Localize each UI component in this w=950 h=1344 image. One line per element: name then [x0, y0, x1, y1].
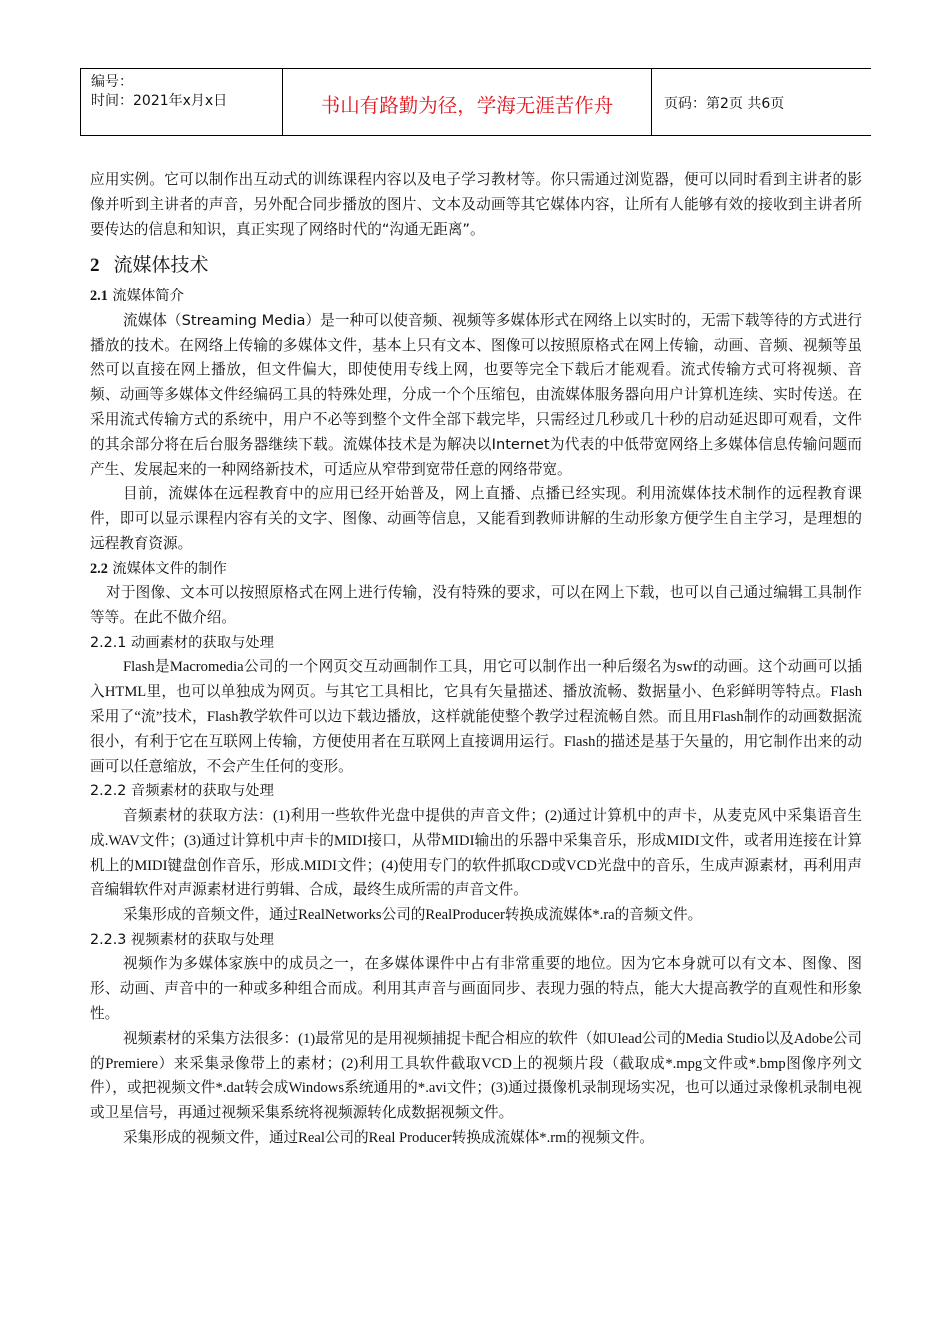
- section-2-2-3-paragraph-2: 视频素材的采集方法很多：(1)最常见的是用视频捕捉卡配合相应的软件（如Ulead公司的Media Studio以及Adobe公司的Premiere）来采集录像带上的素材；(2)利用工具软件截取VCD上的视频片段（截取成*.mpg文件或*.bmp图像序列文件），或把视频文件*.dat转会成Windows系统通用的*.avi文件；(3)通过摄像机录制现场实况，也可以通过录像机录制电视或卫星信号，再通过视频采集系统将视频源转化成数据视频文件。: [90, 1030, 862, 1122]
- section-2-2-3-paragraph-1: 视频作为多媒体家族中的成员之一，在多媒体课件中占有非常重要的地位。因为它本身就可以有文本、图像、图形、动画、声音中的一种或多种组合而成。利用其声音与画面同步、表现力强的特点，能大大提高教学的直观性和形象性。: [90, 955, 862, 1023]
- section-2-2-title: 流媒体文件的制作: [112, 560, 227, 577]
- section-2-heading: [90, 251, 862, 280]
- document-number-label: 编号：: [91, 74, 133, 90]
- section-2-1-title: 流媒体简介: [112, 288, 184, 305]
- section-2-2-2-paragraph-1: 音频素材的获取方法：(1)利用一些软件光盘中提供的声音文件；(2)通过计算机中的声卡，从麦克风中采集语音生成.WAV文件；(3)通过计算机中声卡的MIDI接口，从带MIDI输出的乐器中采集音乐，形成MIDI文件，或者用连接在计算机上的MIDI键盘创作音乐，形成.MIDI文件；(4)使用专门的软件抓取CD或VCD光盘中的音乐，生成声源素材，再利用声音编辑软件对声源素材进行剪辑、合成，最终生成所需的声音文件。: [90, 807, 862, 899]
- section-2-1-paragraph-1: 流媒体（Streaming Media）是一种可以使音频、视频等多媒体形式在网络上以实时的，无需下载等待的方式进行播放的技术。在网络上传输的多媒体文件，基本上只有文本、图像可以按照原格式在网上传输，动画、音频、视频等虽然可以直接在网上播放，但文件偏大，即使使用专线上网，也要等完全下载后才能观看。流式传输方式可将视频、音频、动画等多媒体文件经编码工具的特殊处理，分成一个个压缩包，由流媒体服务器向用户计算机连续、实时传送。在采用流式传输方式的系统中，用户不必等到整个文件全部下载完毕，只需经过几秒或几十秒的启动延迟即可观看，文件的其余部分将在后台服务器继续下载。流媒体技术是为解决以Internet为代表的中低带宽网络上多媒体信息传输问题而产生、发展起来的一种网络新技术，可适应从窄带到宽带任意的网络带宽。: [90, 311, 862, 478]
- document-body: [90, 168, 862, 1151]
- header-motto-cell: [283, 69, 652, 135]
- section-2-number: 2: [90, 255, 100, 277]
- section-2-2-paragraph-1: 对于图像、文本可以按照原格式在网上进行传输，没有特殊的要求，可以在网上下载，也可以自己通过编辑工具制作等等。在此不做介绍。: [90, 584, 862, 627]
- section-2-1-paragraph-2: 目前，流媒体在远程教育中的应用已经开始普及，网上直播、点播已经实现。利用流媒体技术制作的远程教育课件，即可以显示课程内容有关的文字、图像、动画等信息，又能看到教师讲解的生动形象方便学生自主学习，是理想的远程教育资源。: [90, 485, 862, 553]
- page-header: [80, 68, 871, 136]
- document-date-label: 时间：2021年x月x日: [91, 93, 228, 109]
- section-2-2-1-paragraph-1: Flash是Macromedia公司的一个网页交互动画制作工具，用它可以制作出一种后缀名为swf的动画。这个动画可以插入HTML里，也可以单独成为网页。与其它工具相比，它具有矢量描述、播放流畅、数据量小、色彩鲜明等特点。Flash采用了“流”技术，Flash教学软件可以边下载边播放，这样就能使整个教学过程流畅自然。而且用Flash制作的动画数据流很小，有利于它在互联网上传输，方便使用者在互联网上直接调用运行。Flash的描述是基于矢量的，用它制作出来的动画可以任意缩放，不会产生任何的变形。: [90, 659, 862, 775]
- section-2-1-heading: [90, 284, 862, 309]
- header-meta-cell: [81, 69, 283, 135]
- section-2-2-1-heading: 2.2.1 动画素材的获取与处理: [90, 634, 274, 651]
- section-2-title: 流媒体技术: [113, 254, 209, 277]
- section-2-2-heading: [90, 557, 862, 582]
- section-2-2-number: 2.2: [90, 560, 108, 577]
- section-2-2-3-heading: 2.2.3 视频素材的获取与处理: [90, 931, 274, 948]
- section-2-2-2-paragraph-2: 采集形成的音频文件，通过RealNetworks公司的RealProducer转换成流媒体*.ra的音频文件。: [123, 907, 703, 924]
- page-number-info: 页码：第2页 共6页: [664, 96, 785, 112]
- section-2-2-3-paragraph-3: 采集形成的视频文件，通过Real公司的Real Producer转换成流媒体*.rm的视频文件。: [123, 1130, 655, 1146]
- section-2-2-2-heading: 2.2.2 音频素材的获取与处理: [90, 783, 274, 800]
- header-page-cell: [652, 69, 871, 135]
- header-motto: 书山有路勤为径，学海无涯苦作舟: [320, 94, 614, 117]
- intro-paragraph: 应用实例。它可以制作出互动式的训练课程内容以及电子学习教材等。你只需通过浏览器，便可以同时看到主讲者的影像并听到主讲者的声音，另外配合同步播放的图片、文本及动画等其它媒体内容，让所有人能够有效的接收到主讲者所要传达的信息和知识，真正实现了网络时代的“沟通无距离”。: [90, 171, 862, 238]
- section-2-1-number: 2.1: [90, 288, 108, 305]
